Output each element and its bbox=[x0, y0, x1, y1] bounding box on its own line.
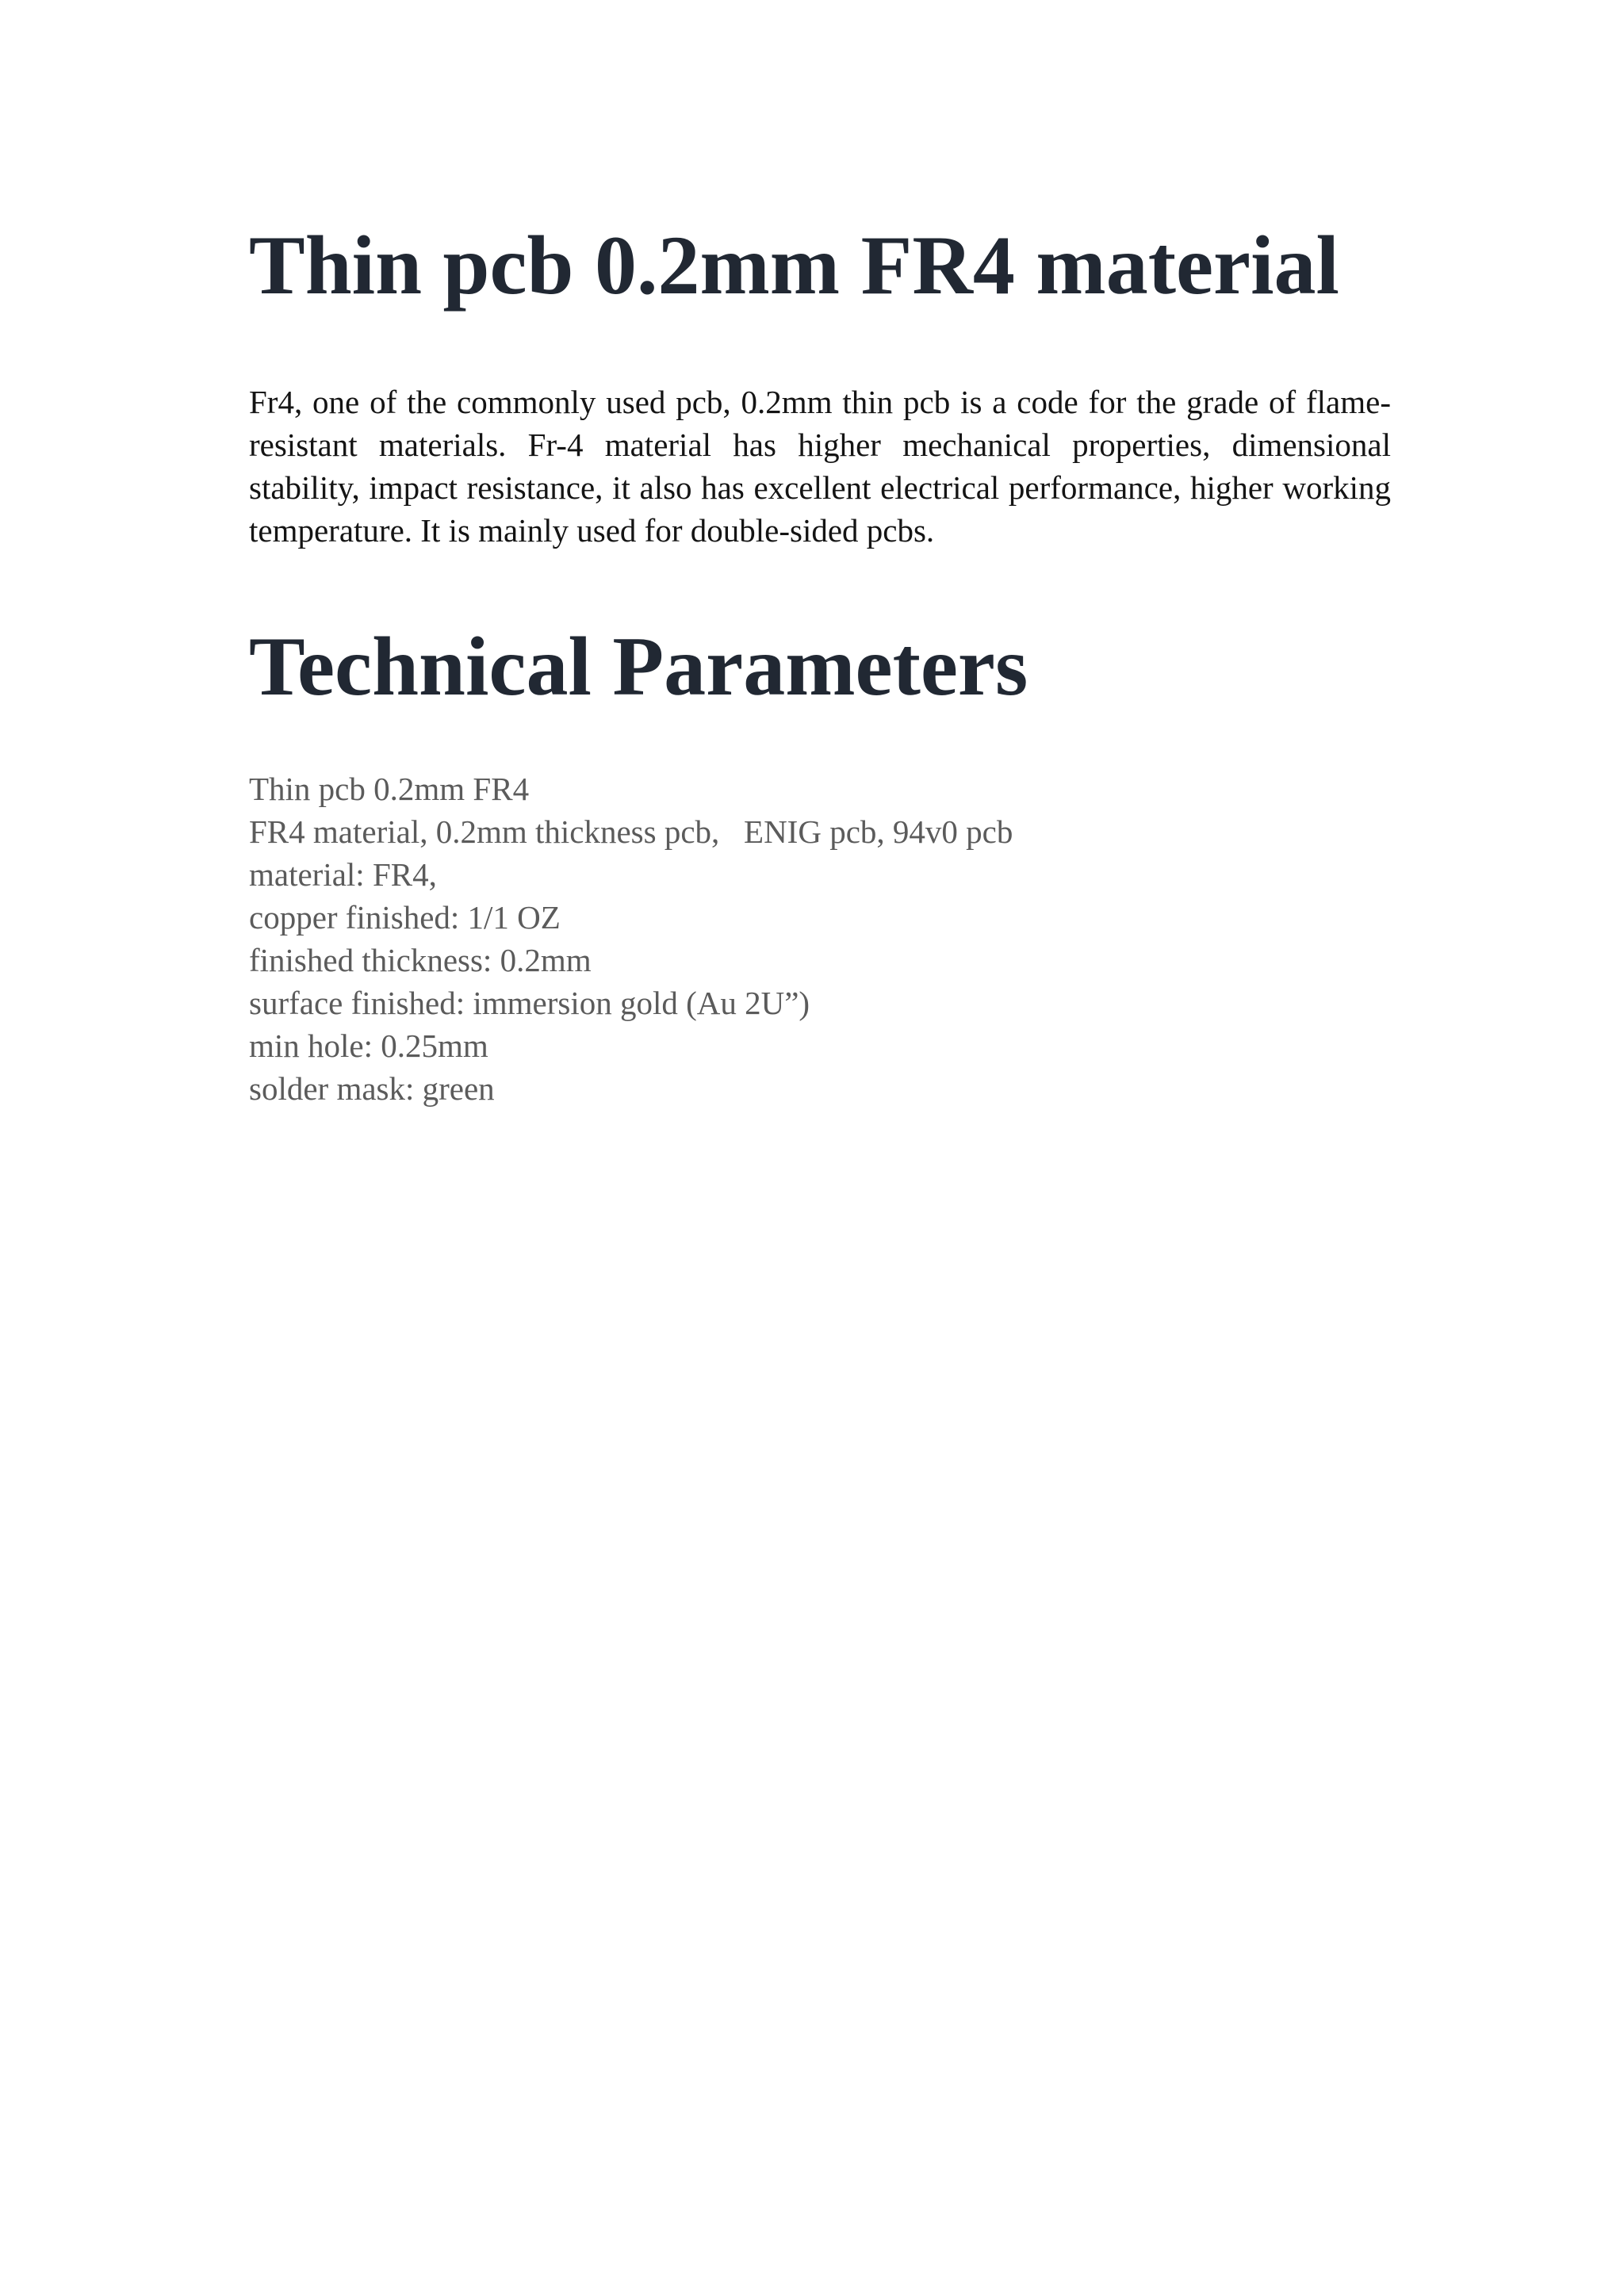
document-content bbox=[249, 206, 1391, 1110]
parameters-list bbox=[249, 767, 1391, 1110]
parameter-item: copper finished: 1/1 OZ bbox=[249, 899, 561, 936]
parameter-item: FR4 material, 0.2mm thickness pcb, ENIG pcb, 94v0 pcb bbox=[249, 813, 1013, 850]
parameter-item: min hole: 0.25mm bbox=[249, 1027, 488, 1064]
section-title-technical-parameters: Technical Parameters bbox=[249, 620, 1028, 713]
parameter-item: solder mask: green bbox=[249, 1070, 495, 1107]
parameter-item: finished thickness: 0.2mm bbox=[249, 942, 592, 978]
parameter-item: surface finished: immersion gold (Au 2U”) bbox=[249, 985, 810, 1021]
parameter-item: Thin pcb 0.2mm FR4 bbox=[249, 771, 530, 807]
intro-paragraph: Fr4, one of the commonly used pcb, 0.2mm thin pcb is a code for the grade of flame-resistant materials. Fr-4 material has higher mechanical properties, dimensional stability, impact resistance, it also has excellent electrical performance, higher working temperature. It is mainly used for double-sided pcbs. bbox=[249, 384, 1391, 549]
document-title: Thin pcb 0.2mm FR4 material bbox=[249, 219, 1339, 312]
parameter-item: material: FR4, bbox=[249, 856, 437, 893]
